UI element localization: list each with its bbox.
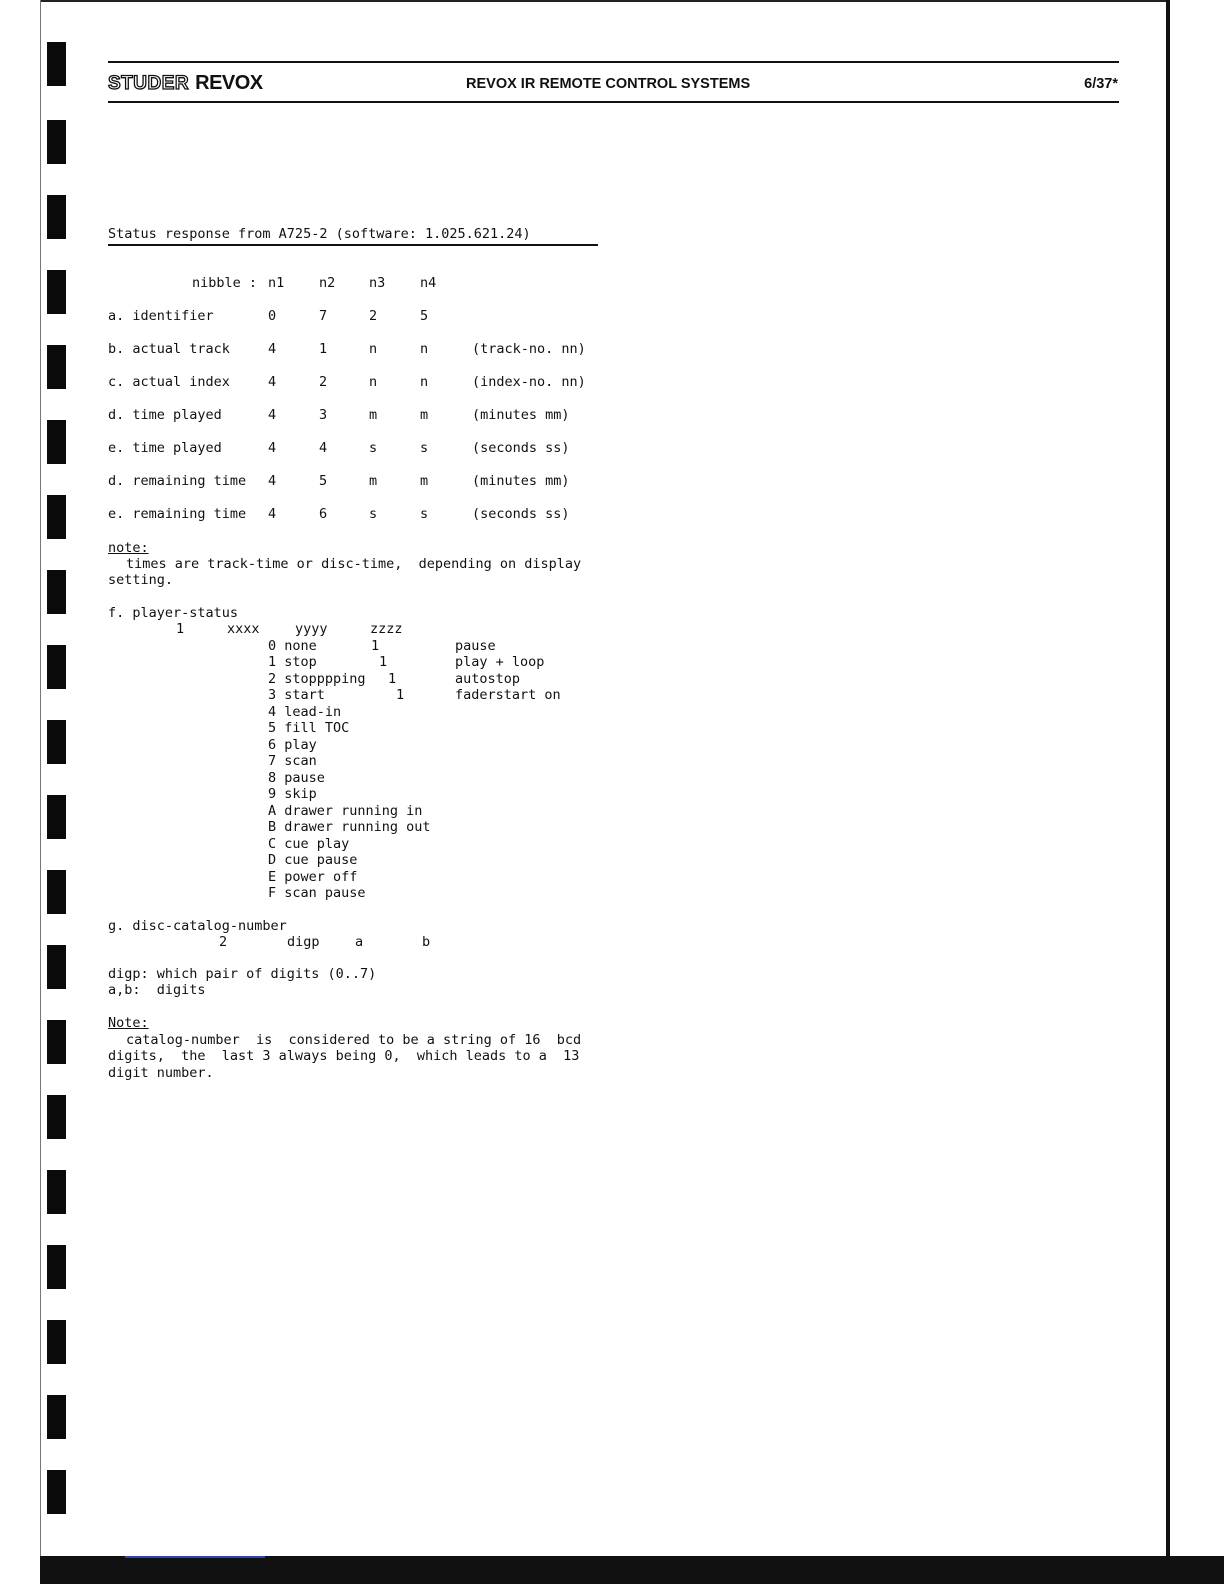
binding-bar [47, 120, 66, 164]
row-n3: n [369, 341, 378, 357]
row-note: (seconds ss) [472, 440, 570, 456]
row-label: c. actual index [108, 374, 230, 390]
row-label: e. time played [108, 440, 222, 456]
list-item: 6 play [268, 737, 317, 753]
ab-definition: a,b: digits [108, 982, 206, 998]
header-rule-top [108, 61, 1119, 63]
binding-bar [47, 270, 66, 314]
binding-bar [47, 1170, 66, 1214]
list-item: 8 pause [268, 770, 325, 786]
flag-value: 1 [371, 638, 380, 654]
section-title-underline [108, 244, 598, 246]
scan-frame-bottom-accent [125, 1556, 265, 1558]
logo-studer: STUDER [108, 73, 190, 94]
section-title: Status response from A725-2 (software: 1.025.621.24) [108, 226, 531, 242]
nibble-n4: n4 [420, 275, 437, 291]
binding-bar [47, 1020, 66, 1064]
row-n1: 0 [268, 308, 277, 324]
row-n4: n [420, 374, 429, 390]
player-status-col4: zzzz [370, 621, 403, 637]
row-note: (minutes mm) [472, 407, 570, 423]
row-n3: s [369, 506, 378, 522]
binding-bar [47, 1320, 66, 1364]
binding-bar [47, 1395, 66, 1439]
row-n3: s [369, 440, 378, 456]
row-n2: 2 [319, 374, 328, 390]
note-text-line: catalog-number is considered to be a string of 16 bcd [126, 1032, 582, 1048]
list-item: 1 stop [268, 654, 317, 670]
page-number: 6/37* [1084, 76, 1118, 92]
binding-bar [47, 420, 66, 464]
row-n2: 4 [319, 440, 328, 456]
row-note: (seconds ss) [472, 506, 570, 522]
row-n1: 4 [268, 473, 277, 489]
binding-bar [47, 720, 66, 764]
row-n4: m [420, 473, 429, 489]
row-n1: 4 [268, 440, 277, 456]
row-n4: s [420, 506, 429, 522]
binding-bar [47, 345, 66, 389]
row-label: d. remaining time [108, 473, 247, 489]
list-item: 2 stopppping [268, 671, 366, 687]
row-n1: 4 [268, 341, 277, 357]
list-item: 5 fill TOC [268, 720, 350, 736]
list-item: 7 scan [268, 753, 317, 769]
binding-bar [47, 495, 66, 539]
row-n4: m [420, 407, 429, 423]
disc-catalog-col2: digp [287, 934, 320, 950]
row-n4: n [420, 341, 429, 357]
row-label: a. identifier [108, 308, 214, 324]
nibble-n1: n1 [268, 275, 285, 291]
row-n1: 4 [268, 407, 277, 423]
row-note: (track-no. nn) [472, 341, 586, 357]
row-n4: 5 [420, 308, 429, 324]
row-n1: 4 [268, 374, 277, 390]
binding-bar [47, 42, 66, 86]
binding-bar [47, 570, 66, 614]
binding-bar [47, 645, 66, 689]
row-n3: 2 [369, 308, 378, 324]
row-n2: 1 [319, 341, 328, 357]
binding-bar [47, 945, 66, 989]
flag-meaning: autostop [455, 671, 521, 687]
row-note: (index-no. nn) [472, 374, 586, 390]
list-item: 0 none [268, 638, 317, 654]
row-n2: 3 [319, 407, 328, 423]
disc-catalog-col3: a [355, 934, 364, 950]
row-n2: 7 [319, 308, 328, 324]
list-item: 9 skip [268, 786, 317, 802]
row-n1: 4 [268, 506, 277, 522]
flag-value: 1 [379, 654, 388, 670]
row-n3: m [369, 473, 378, 489]
row-label: b. actual track [108, 341, 230, 357]
binding-bar [47, 195, 66, 239]
list-item: E power off [268, 869, 358, 885]
player-status-col1: 1 [176, 621, 185, 637]
note-text-line: digit number. [108, 1065, 214, 1081]
row-n4: s [420, 440, 429, 456]
row-n2: 5 [319, 473, 328, 489]
binding-bar [47, 870, 66, 914]
binding-bar [47, 1095, 66, 1139]
note-text-line: digits, the last 3 always being 0, which leads to a 13 [108, 1048, 580, 1064]
list-item: A drawer running in [268, 803, 423, 819]
list-item: C cue play [268, 836, 350, 852]
disc-catalog-heading: g. disc-catalog-number [108, 918, 287, 934]
nibble-n2: n2 [319, 275, 336, 291]
binding-bar [47, 795, 66, 839]
flag-value: 1 [396, 687, 405, 703]
logo-revox: REVOX [195, 72, 263, 94]
note-heading: Note: [108, 1015, 149, 1031]
list-item: 4 lead-in [268, 704, 342, 720]
nibble-label: nibble : [192, 275, 258, 291]
row-label: d. time played [108, 407, 222, 423]
studer-revox-logo [108, 72, 263, 94]
note-text-line: setting. [108, 572, 174, 588]
flag-meaning: play + loop [455, 654, 545, 670]
row-n2: 6 [319, 506, 328, 522]
list-item: B drawer running out [268, 819, 431, 835]
disc-catalog-col1: 2 [219, 934, 228, 950]
row-n3: m [369, 407, 378, 423]
row-note: (minutes mm) [472, 473, 570, 489]
note-heading: note: [108, 540, 149, 556]
flag-value: 1 [388, 671, 397, 687]
note-text-line: times are track-time or disc-time, depending on display [126, 556, 582, 572]
row-n3: n [369, 374, 378, 390]
list-item: D cue pause [268, 852, 358, 868]
flag-meaning: pause [455, 638, 496, 654]
header-rule-bottom [108, 101, 1119, 103]
digp-definition: digp: which pair of digits (0..7) [108, 966, 377, 982]
player-status-col3: yyyy [295, 621, 328, 637]
row-label: e. remaining time [108, 506, 247, 522]
binding-bar [47, 1470, 66, 1514]
player-status-col2: xxxx [227, 621, 260, 637]
scan-frame-top [40, 0, 1168, 2]
header-title: REVOX IR REMOTE CONTROL SYSTEMS [466, 76, 751, 92]
scan-frame-bottom [40, 1556, 1224, 1584]
scan-frame-left [40, 0, 41, 1584]
list-item: F scan pause [268, 885, 366, 901]
disc-catalog-col4: b [422, 934, 431, 950]
binding-bar [47, 1245, 66, 1289]
nibble-n3: n3 [369, 275, 386, 291]
flag-meaning: faderstart on [455, 687, 561, 703]
scan-frame-right [1166, 0, 1170, 1560]
player-status-heading: f. player-status [108, 605, 239, 621]
list-item: 3 start [268, 687, 325, 703]
